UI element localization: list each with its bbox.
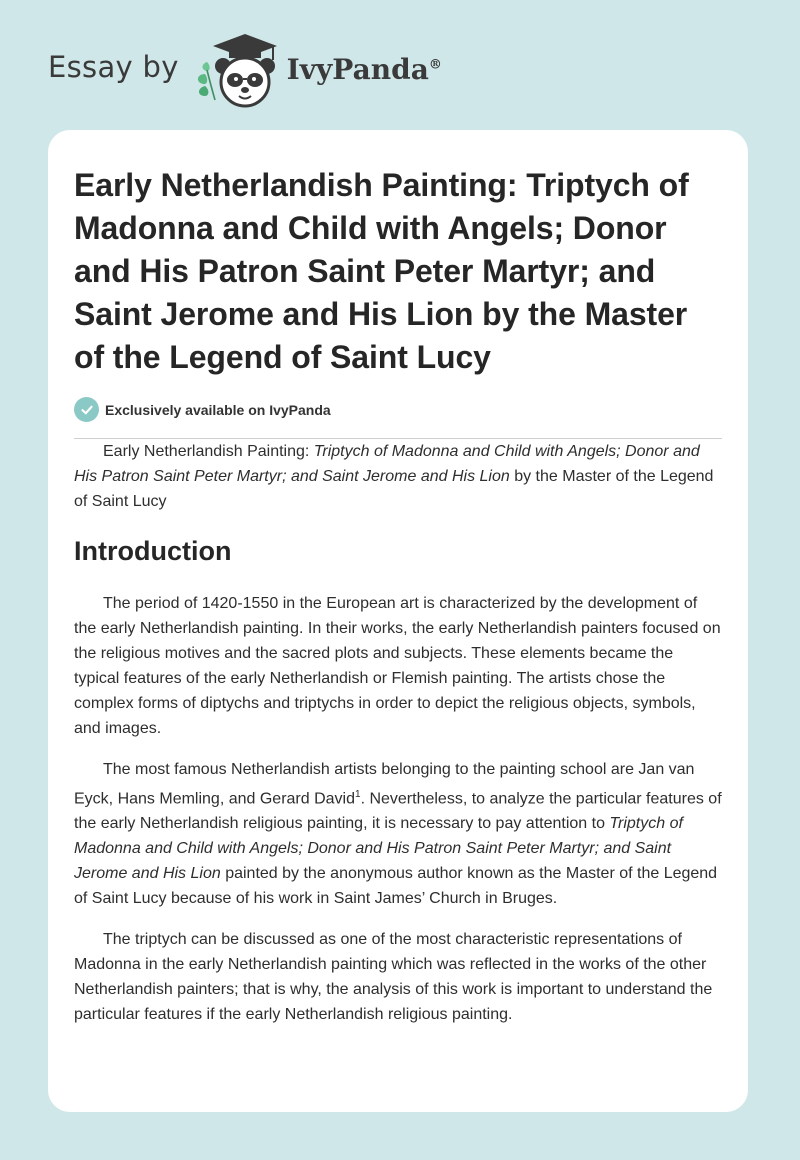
section-heading-introduction: Introduction (74, 536, 232, 566)
panda-graduate-logo[interactable] (193, 30, 285, 110)
exclusive-label: Exclusively available on IvyPanda (105, 401, 331, 418)
ivypanda-wordmark[interactable]: IvyPanda® (286, 52, 442, 86)
essay-card (48, 130, 748, 1112)
essay-by-label: Essay by (48, 50, 179, 84)
paragraph-2: The most famous Netherlandish artists belonging to the painting school are Jan van Eyck, Hans Memling, and Gerard David$^1$. Nevertheless, to analyze the particular features of the early Netherlandish religious painting, it is necessary to pay attention to Triptych of Madonna and Child with Angels; Donor and His Patron Saint Peter Martyr; and Saint Jerome and His Lion painted by the anonymous author known as the Master of the Legend of Saint Lucy because of his work in Saint James’ Church in Bruges. (74, 761, 722, 908)
exclusive-badge (74, 397, 722, 422)
paragraph-3: The triptych can be discussed as one of the most characteristic representations of Madonna in the early Netherlandish painting which was reflected in the works of the other Netherlandish painters; that is why, the analysis of this work is important to understand the particular features if the early Netherlandish religious painting. (74, 931, 713, 1024)
essay-subtitle: Early Netherlandish Painting: Triptych of Madonna and Child with Angels; Donor and His Patron Saint Peter Martyr; and Saint Jerome and His Lion by the Master of the Legend of Saint Lucy (74, 443, 714, 510)
paragraph-1: The period of 1420-1550 in the European art is characterized by the development of the early Netherlandish painting. In their works, the early Netherlandish painters focused on the religious motives and the sacred plots and subjects. These elements became the typical features of the early Netherlandish or Flemish painting. The artists chose the complex forms of diptychs and triptychs in order to depict the religious objects, symbols, and images. (74, 595, 721, 737)
site-header (48, 30, 442, 110)
footnote-ref[interactable]: 1 (355, 789, 361, 800)
page-title: Early Netherlandish Painting: Triptych of Madonna and Child with Angels; Donor and His Patron Saint Peter Martyr; and Saint Jerome and His Lion by the Master of the Legend of Saint Lucy (74, 167, 689, 375)
check-circle-icon (74, 397, 99, 422)
